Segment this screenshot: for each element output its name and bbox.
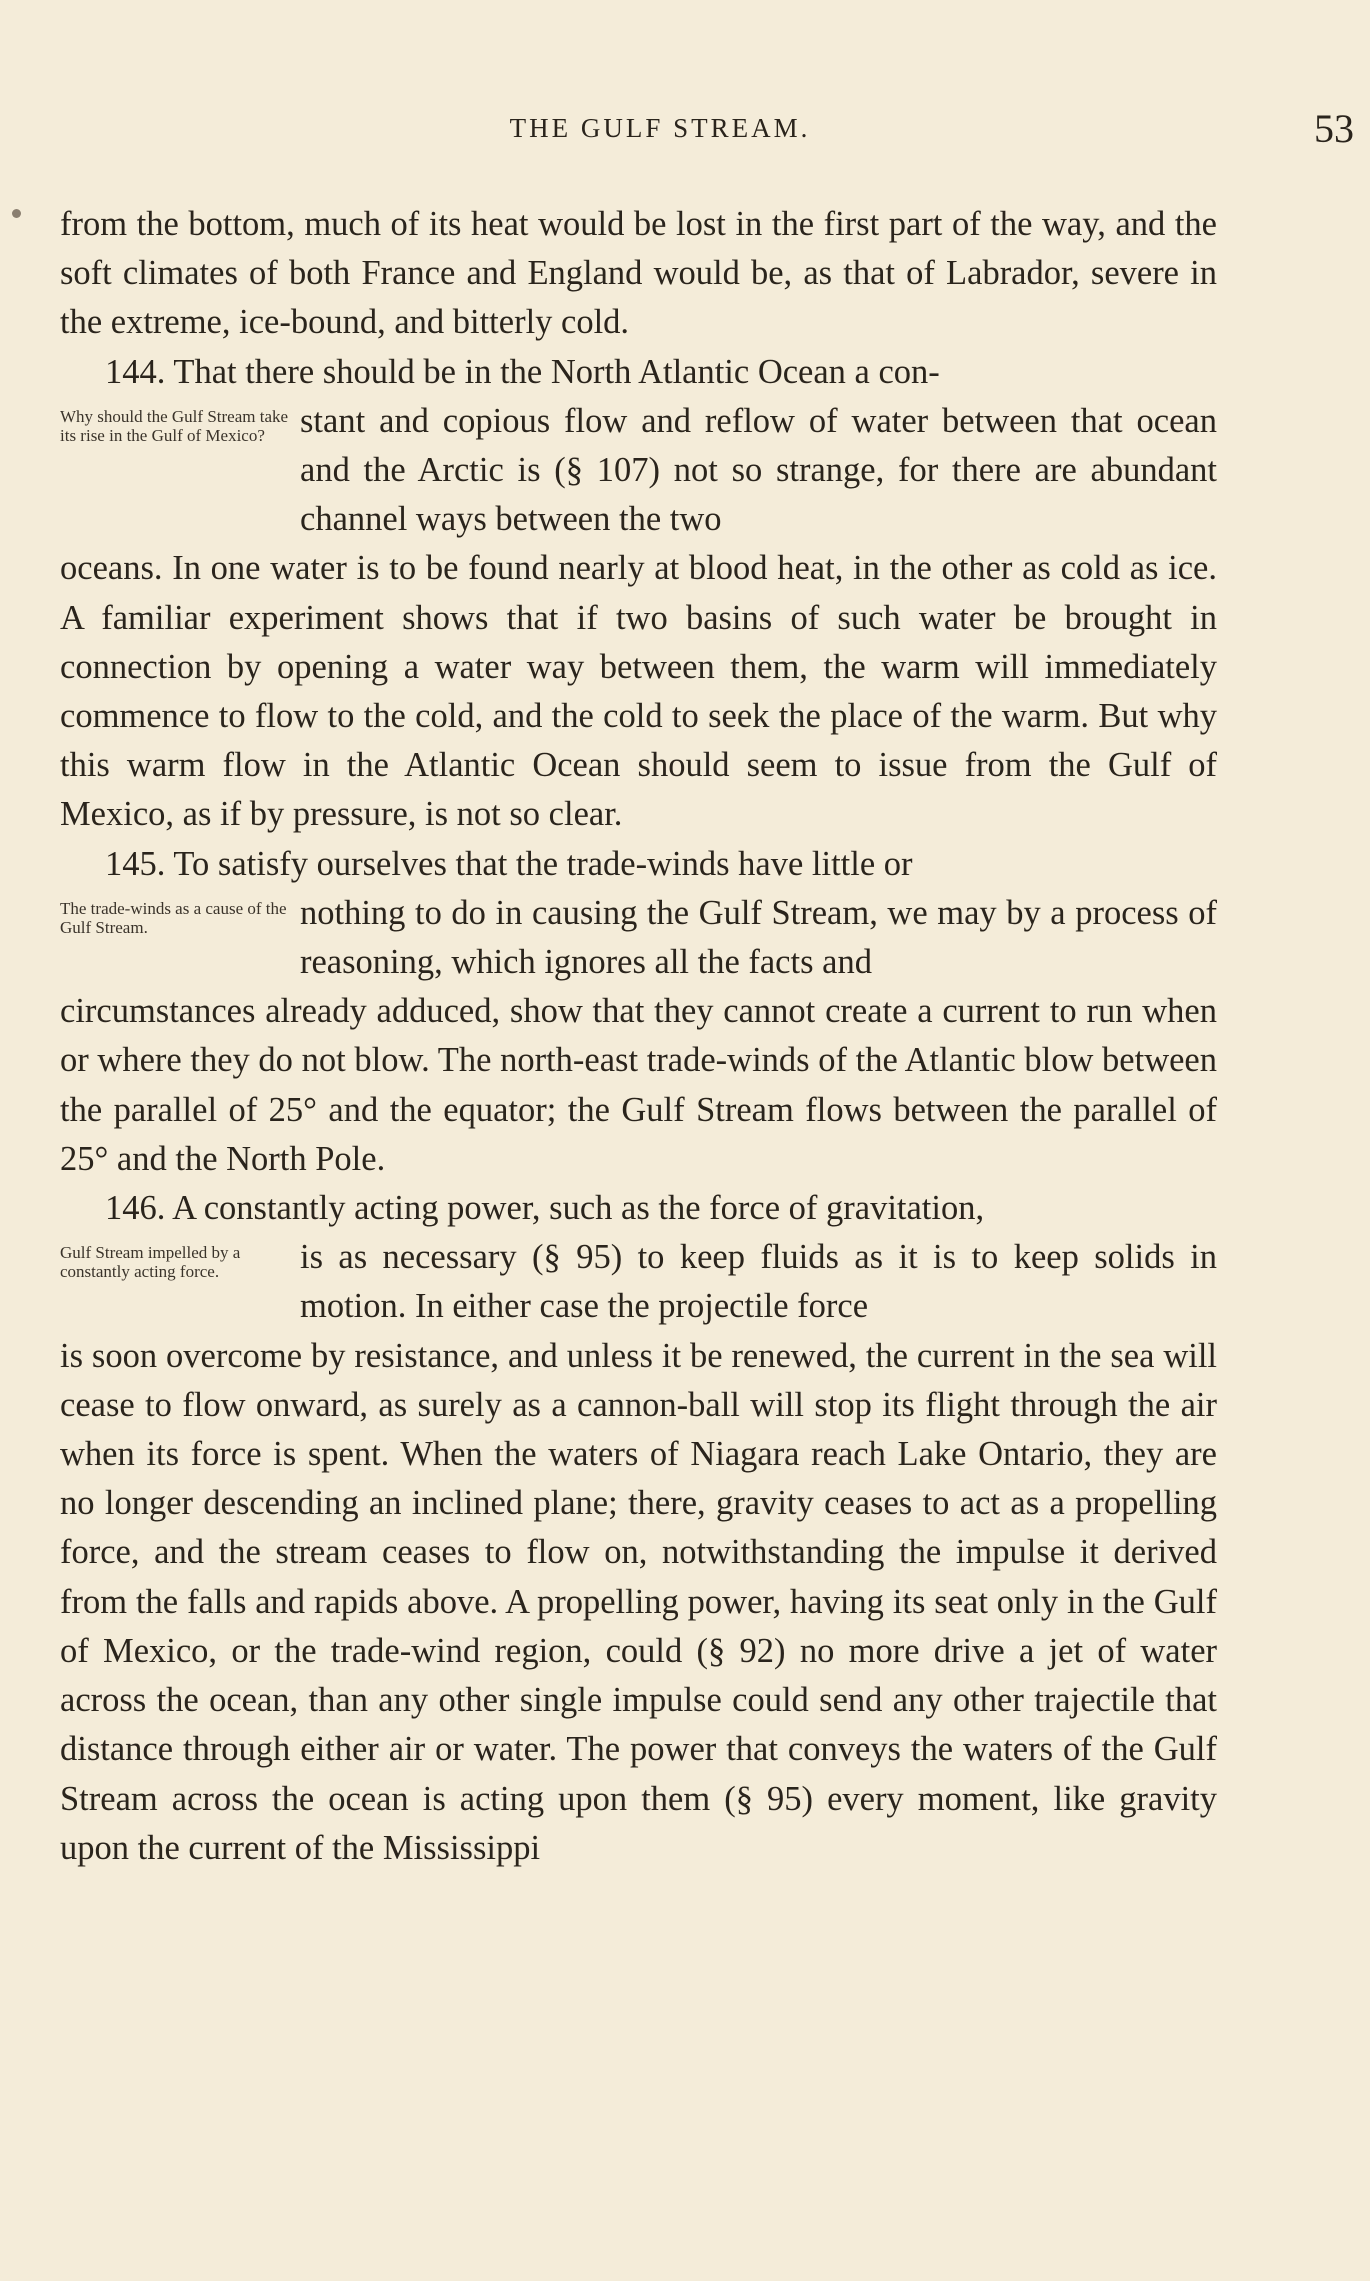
paragraph-146-side-text: is as necessary (§ 95) to keep fluids as it is to keep solids in motion. In either case the projectile force bbox=[300, 1238, 1217, 1326]
paragraph-145-first-line: 145. To satisfy ourselves that the trade-winds have little or bbox=[105, 844, 913, 883]
paragraph-144-rest: oceans. In one water is to be found nearly at blood heat, in the other as cold as ice. A familiar experiment shows that if two basins of such water be brought in connection by opening a water way between them, the warm will immediately commence to flow to the cold, and the cold to seek the place of the warm. But why this warm flow in the Atlantic Ocean should seem to issue from the Gulf of Mexico, as if by pressure, is not so clear. bbox=[60, 549, 1217, 834]
page-number: 53 bbox=[1314, 106, 1354, 151]
paragraph-144-sidenote-block bbox=[60, 397, 1217, 545]
paragraph-146-sidenote-block bbox=[60, 1233, 1217, 1331]
paragraph-146-rest: is soon overcome by resistance, and unless it be renewed, the current in the sea will cease to flow onward, as surely as a cannon-ball will stop its flight through the air when its force is spent. When the waters of Niagara reach Lake Ontario, they are no longer descending an inclined plane; there, gravity ceases to act as a propelling force, and the stream ceases to flow on, notwithstanding the impulse it derived from the falls and rapids above. A propelling power, having its seat only in the Gulf of Mexico, or the trade-wind region, could (§ 92) no more drive a jet of water across the ocean, than any other single impulse could send any other trajectile that distance through either air or water. The power that conveys the waters of the Gulf Stream across the ocean is acting upon them (§ 95) every moment, like gravity upon the current of the Mississippi bbox=[60, 1336, 1217, 1867]
page-header bbox=[60, 105, 1354, 165]
sidenote-145: The trade-winds as a cause of the Gulf Stream. bbox=[60, 898, 287, 937]
paragraph-145-side-text: nothing to do in causing the Gulf Stream, we may by a process of reasoning, which ignores all the facts and bbox=[300, 893, 1217, 982]
running-title: THE GULF STREAM. bbox=[509, 113, 811, 143]
sidenote-144: Why should the Gulf Stream take its rise in the Gulf of Mexico? bbox=[60, 406, 289, 445]
paragraph-146-first-line: 146. A constantly acting power, such as the force of gravitation, bbox=[105, 1189, 985, 1228]
paragraph-145-sidenote-block bbox=[60, 889, 1217, 987]
paragraph-144-side-text: stant and copious flow and reflow of water between that ocean and the Arctic is (§ 107) not so strange, for there are abundant channel ways between the two bbox=[300, 401, 1217, 539]
paragraph-145-rest: circumstances already adduced, show that they cannot create a current to run when or where they do not blow. The north-east trade-winds of the Atlantic blow between the parallel of 25° and the equator; the Gulf Stream flows between the parallel of 25° and the North Pole. bbox=[60, 992, 1217, 1178]
paragraph-144-first-line: 144. That there should be in the North Atlantic Ocean a con- bbox=[105, 352, 940, 391]
body-text bbox=[60, 200, 1217, 1873]
sidenote-146: Gulf Stream impelled by a constantly acting force. bbox=[60, 1243, 241, 1282]
margin-mark bbox=[12, 209, 21, 218]
intro-paragraph: from the bottom, much of its heat would be lost in the first part of the way, and the soft climates of both France and England would be, as that of Labrador, severe in the extreme, ice-bound, and bitterly cold. bbox=[60, 205, 1217, 342]
